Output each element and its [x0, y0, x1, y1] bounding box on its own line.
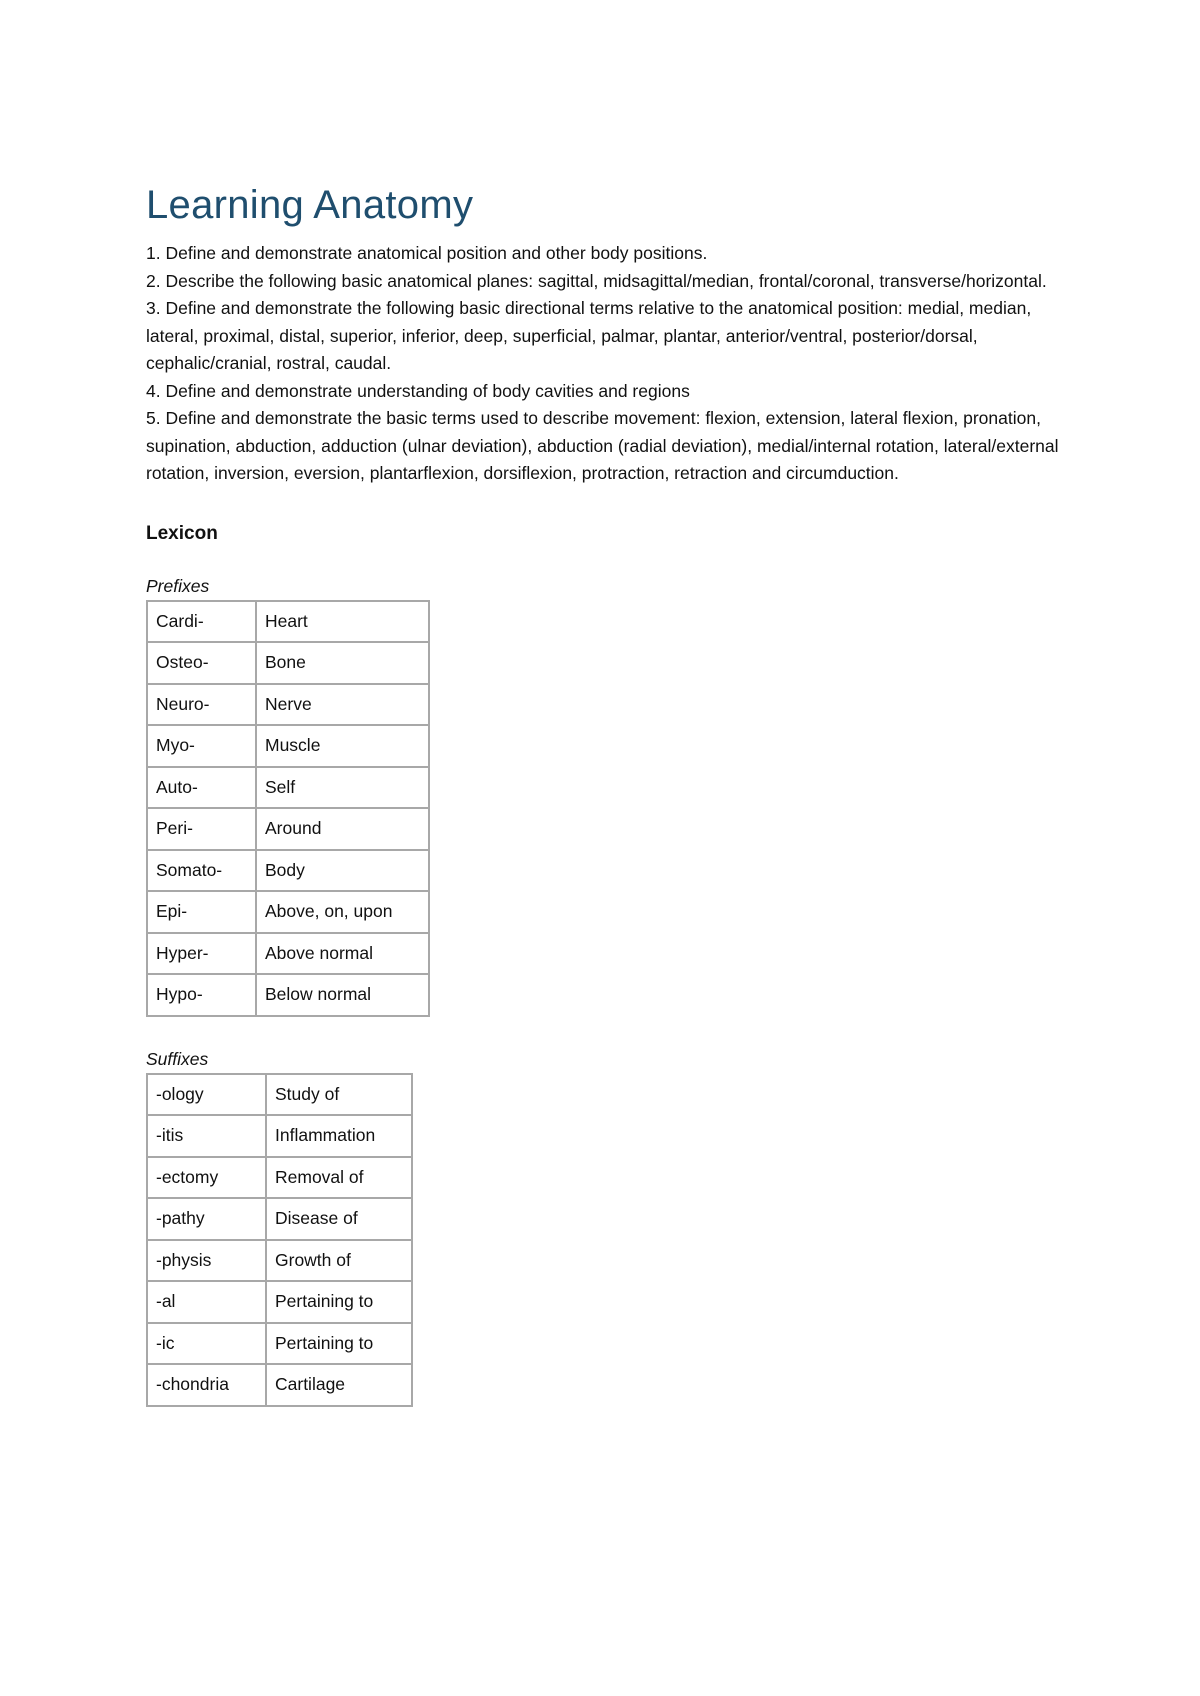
prefix-term: Peri- — [147, 808, 256, 850]
table-row — [147, 933, 429, 975]
table-row — [147, 850, 429, 892]
prefix-term: Myo- — [147, 725, 256, 767]
prefix-meaning: Self — [256, 767, 429, 809]
prefix-term: Epi- — [147, 891, 256, 933]
objective-item: 4. Define and demonstrate understanding of body cavities and regions — [146, 380, 690, 401]
page-title: Learning Anatomy — [146, 183, 474, 227]
prefix-term: Cardi- — [147, 601, 256, 643]
table-row — [147, 1364, 412, 1406]
table-row — [147, 808, 429, 850]
prefix-term: Osteo- — [147, 642, 256, 684]
suffix-term: -itis — [147, 1115, 266, 1157]
prefix-meaning: Around — [256, 808, 429, 850]
suffix-term: -ic — [147, 1323, 266, 1365]
table-row — [147, 1198, 412, 1240]
suffix-term: -physis — [147, 1240, 266, 1282]
table-row — [147, 684, 429, 726]
prefix-term: Auto- — [147, 767, 256, 809]
suffix-meaning: Pertaining to — [266, 1281, 412, 1323]
suffix-meaning: Cartilage — [266, 1364, 412, 1406]
prefix-meaning: Bone — [256, 642, 429, 684]
suffix-term: -ology — [147, 1074, 266, 1116]
suffix-term: -al — [147, 1281, 266, 1323]
table-row — [147, 1115, 412, 1157]
table-row — [147, 891, 429, 933]
table-row — [147, 725, 429, 767]
table-row — [147, 1074, 412, 1116]
objectives-list — [146, 240, 1066, 488]
table-row — [147, 601, 429, 643]
table-row — [147, 1323, 412, 1365]
objective-item: 1. Define and demonstrate anatomical position and other body positions. — [146, 243, 708, 263]
prefix-term: Hyper- — [147, 933, 256, 975]
suffixes-caption: Suffixes — [146, 1048, 209, 1069]
suffix-term: -chondria — [147, 1364, 266, 1406]
suffix-meaning: Removal of — [266, 1157, 412, 1199]
suffix-meaning: Study of — [266, 1074, 412, 1116]
table-row — [147, 767, 429, 809]
objective-item: 3. Define and demonstrate the following basic directional terms relative to the anatomical position: medial, median, lateral, proximal, distal, superior, inferior, deep, superficial, palmar, plantar, anterior/ventral, posterior/dorsal, cephalic/cranial, rostral, caudal. — [146, 298, 1032, 373]
table-row — [147, 642, 429, 684]
suffix-meaning: Growth of — [266, 1240, 412, 1282]
prefix-meaning: Heart — [256, 601, 429, 643]
suffix-term: -ectomy — [147, 1157, 266, 1199]
prefix-term: Hypo- — [147, 974, 256, 1016]
prefix-meaning: Body — [256, 850, 429, 892]
table-row — [147, 1281, 412, 1323]
suffix-meaning: Inflammation — [266, 1115, 412, 1157]
suffix-meaning: Disease of — [266, 1198, 412, 1240]
prefix-meaning: Above normal — [256, 933, 429, 975]
document-page — [146, 180, 1066, 1407]
prefix-meaning: Below normal — [256, 974, 429, 1016]
objective-item: 5. Define and demonstrate the basic terms used to describe movement: flexion, extension, lateral flexion, pronation, supination, abduction, adduction (ulnar deviation), abduction (radial deviation), medial/internal rotation, lateral/external rotation, inversion, eversion, plantarflexion, dorsiflexion, protraction, retraction and circumduction. — [146, 408, 1059, 483]
prefix-term: Neuro- — [147, 684, 256, 726]
prefix-meaning: Above, on, upon — [256, 891, 429, 933]
suffix-term: -pathy — [147, 1198, 266, 1240]
suffixes-table — [146, 1073, 413, 1407]
prefix-meaning: Nerve — [256, 684, 429, 726]
prefix-term: Somato- — [147, 850, 256, 892]
prefixes-table — [146, 600, 430, 1017]
suffix-meaning: Pertaining to — [266, 1323, 412, 1365]
prefixes-caption: Prefixes — [146, 575, 210, 596]
table-row — [147, 1240, 412, 1282]
table-row — [147, 974, 429, 1016]
lexicon-heading: Lexicon — [146, 522, 218, 544]
prefix-meaning: Muscle — [256, 725, 429, 767]
objective-item: 2. Describe the following basic anatomical planes: sagittal, midsagittal/median, frontal/coronal, transverse/horizontal. — [146, 270, 1047, 291]
table-row — [147, 1157, 412, 1199]
